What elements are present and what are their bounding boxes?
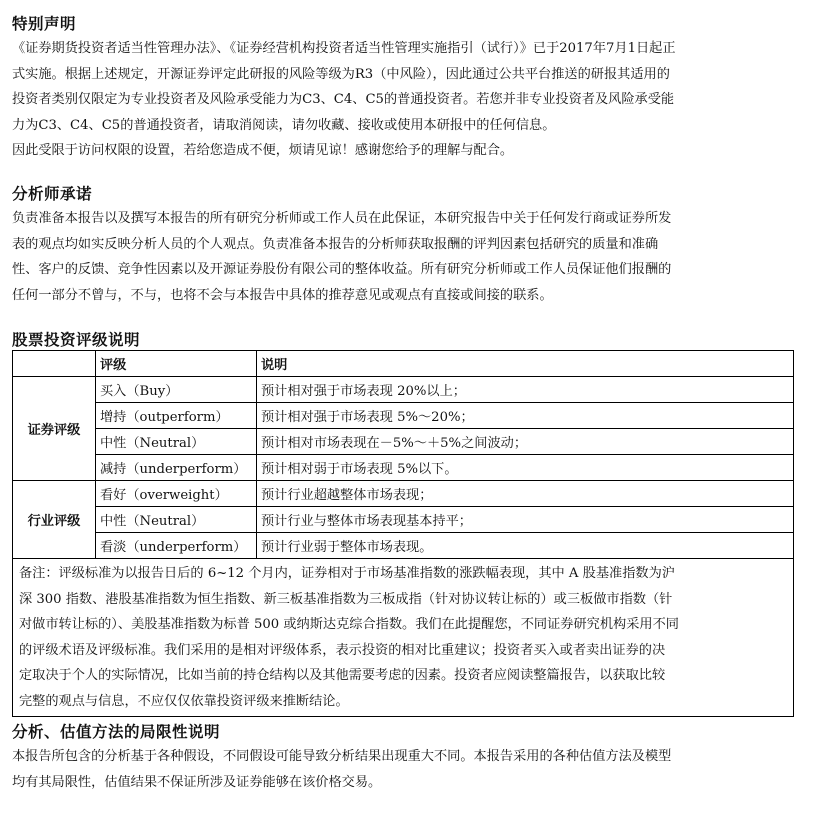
table-row bbox=[13, 481, 794, 507]
analyst-commitment-body bbox=[12, 206, 671, 308]
table-row bbox=[13, 455, 794, 481]
table-header-desc: 说明 bbox=[257, 351, 794, 377]
group-industry-rating: 行业评级 bbox=[13, 481, 96, 559]
analyst-commitment-line: 表的观点均如实反映分析人员的个人观点。负责准备本报告的分析师获取报酬的评判因素包括研究的质量和准确 bbox=[12, 236, 659, 252]
group-stock-rating: 证券评级 bbox=[13, 377, 96, 481]
analyst-commitment-line: 任何一部分不曾与，不与，也将不会与本报告中具体的推荐意见或观点有直接或间接的联系。 bbox=[12, 287, 553, 303]
rating-note-line: 定取决于个人的实际情况，比如当前的持仓结构以及其他需要考虑的因素。投资者应阅读整篇报告，以获取比较 bbox=[19, 668, 666, 683]
special-statement-title: 特别声明 bbox=[12, 15, 77, 33]
analyst-commitment-title: 分析师承诺 bbox=[12, 185, 93, 203]
rating-cell: 中性（Neutral） bbox=[96, 507, 257, 533]
rating-cell: 买入（Buy） bbox=[96, 377, 257, 403]
rating-note bbox=[13, 559, 794, 717]
rating-table bbox=[12, 350, 794, 717]
desc-cell: 预计行业与整体市场表现基本持平； bbox=[257, 507, 794, 533]
analyst-commitment-line: 负责准备本报告以及撰写本报告的所有研究分析师或工作人员在此保证，本研究报告中关于任何发行商或证券所发 bbox=[12, 211, 672, 226]
rating-note-line: 的评级术语及评级标准。我们采用的是相对评级体系，表示投资的相对比重建议；投资者买入或者卖出证券的决 bbox=[19, 642, 666, 658]
table-header-row bbox=[13, 351, 794, 377]
rating-explanation-title: 股票投资评级说明 bbox=[12, 331, 141, 349]
desc-cell: 预计相对市场表现在－5%～＋5%之间波动； bbox=[257, 429, 794, 455]
table-row bbox=[13, 533, 794, 559]
method-limitations-title: 分析、估值方法的局限性说明 bbox=[12, 723, 221, 741]
table-row bbox=[13, 403, 794, 429]
special-statement-line: 投资者类别仅限定为专业投资者及风险承受能力为C3、C4、C5的普通投资者。若您并非专业投资者及风险承受能 bbox=[12, 92, 675, 107]
rating-note-line: 完整的观点与信息，不应仅仅依靠投资评级来推断结论。 bbox=[19, 693, 349, 709]
rating-cell: 看好（overweight） bbox=[96, 481, 257, 507]
special-statement-line: 因此受限于访问权限的设置，若给您造成不便，烦请见谅！感谢您给予的理解与配合。 bbox=[12, 143, 514, 158]
rating-cell: 增持（outperform） bbox=[96, 403, 257, 429]
table-row bbox=[13, 507, 794, 533]
table-note-row bbox=[13, 559, 794, 717]
method-limitations-line: 均有其局限性，估值结果不保证所涉及证券能够在该价格交易。 bbox=[12, 774, 382, 790]
rating-cell: 减持（underperform） bbox=[96, 455, 257, 481]
desc-cell: 预计相对强于市场表现 5%～20%； bbox=[257, 403, 794, 429]
desc-cell: 预计相对强于市场表现 20%以上； bbox=[257, 377, 794, 403]
rating-cell: 看淡（underperform） bbox=[96, 533, 257, 559]
rating-note-line: 对做市转让标的）、美股基准指数为标普 500 或纳斯达克综合指数。我们在此提醒您，不同证券研究机构采用不同 bbox=[19, 617, 679, 632]
method-limitations-body bbox=[12, 744, 671, 795]
analyst-commitment-line: 性、客户的反馈、竞争性因素以及开源证券股份有限公司的整体收益。所有研究分析师或工作人员保证他们报酬的 bbox=[12, 262, 672, 277]
special-statement-line: 式实施。根据上述规定，开源证券评定此研报的风险等级为R3（中风险），因此通过公共平台推送的研报其适用的 bbox=[12, 66, 670, 82]
rating-cell: 中性（Neutral） bbox=[96, 429, 257, 455]
rating-note-line: 备注：评级标准为以报告日后的 6~12 个月内，证券相对于市场基准指数的涨跌幅表现，其中 A 股基准指数为沪 bbox=[19, 566, 675, 581]
table-row bbox=[13, 377, 794, 403]
method-limitations-line: 本报告所包含的分析基于各种假设，不同假设可能导致分析结果出现重大不同。本报告采用的各种估值方法及模型 bbox=[12, 749, 672, 764]
special-statement-line: 《证券期货投资者适当性管理办法》、《证券经营机构投资者适当性管理实施指引（试行）》已于2017年7月1日起正 bbox=[12, 41, 676, 56]
desc-cell: 预计行业超越整体市场表现； bbox=[257, 481, 794, 507]
special-statement-line: 力为C3、C4、C5的普通投资者，请取消阅读，请勿收藏、接收或使用本研报中的任何信息。 bbox=[12, 117, 556, 133]
table-row bbox=[13, 429, 794, 455]
special-statement-body bbox=[12, 36, 676, 164]
table-header-blank bbox=[13, 351, 96, 377]
desc-cell: 预计相对弱于市场表现 5%以下。 bbox=[257, 455, 794, 481]
rating-note-line: 深 300 指数、港股基准指数为恒生指数、新三板基准指数为三板成指（针对协议转让标的）或三板做市指数（针 bbox=[19, 591, 673, 607]
table-header-rating: 评级 bbox=[96, 351, 257, 377]
desc-cell: 预计行业弱于整体市场表现。 bbox=[257, 533, 794, 559]
